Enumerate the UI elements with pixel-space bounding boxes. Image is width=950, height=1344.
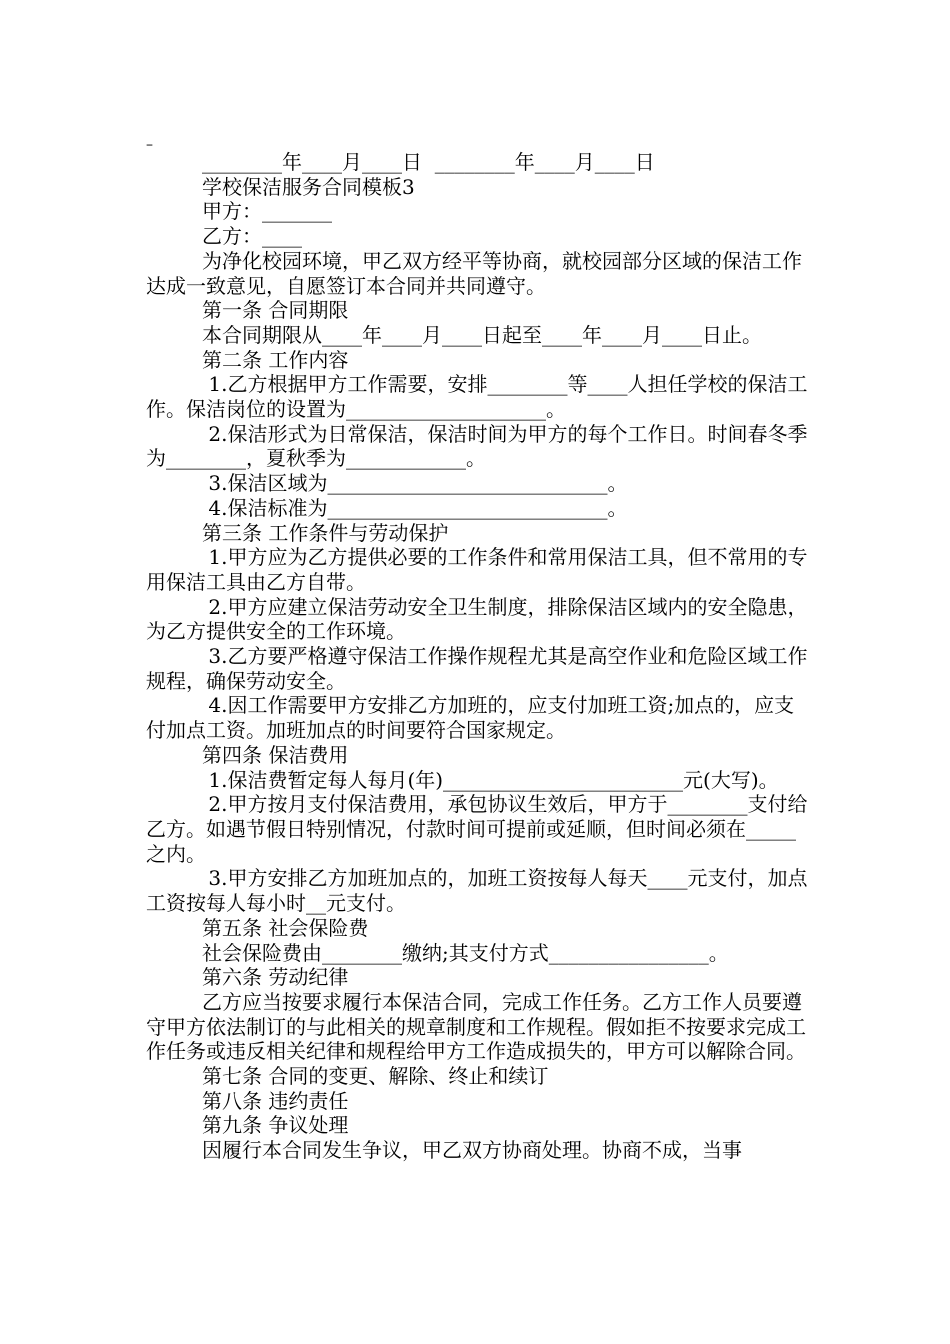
article-3-item-4: 4.因工作需要甲方安排乙方加班的，应支付加班工资;加点的，应支付加点工资。加班加点的时间要符合国家规定。 bbox=[146, 693, 795, 743]
article-3-item-1: 1.甲方应为乙方提供必要的工作条件和常用保洁工具，但不常用的专用保洁工具由乙方自带。 bbox=[146, 545, 808, 594]
article-4-item-2: 2.甲方按月支付保洁费用，承包协议生效后，甲方于________支付给乙方。如遇节假日特别情况，付款时间可提前或延顺，但时间必须在_____之内。 bbox=[146, 792, 808, 866]
article-2-item-3: 3.保洁区域为____________________________。 bbox=[202, 471, 628, 496]
article-6-heading: 第六条 劳动纪律 bbox=[202, 965, 349, 990]
article-6-text: 乙方应当按要求履行本保洁合同，完成工作任务。乙方工作人员要遵守甲方依法制订的与此相关的规章制度和工作规程。假如拒不按要求完成工作任务或违反相关纪律和规程给甲方工作造成损失的，甲方可以解除合同。 bbox=[146, 989, 806, 1064]
article-3-item-2: 2.甲方应建立保洁劳动安全卫生制度，排除保洁区域内的安全隐患，为乙方提供安全的工作环境。 bbox=[146, 594, 808, 644]
date-line: ________年____月____日 ________年____月____日 bbox=[202, 150, 655, 174]
article-9-heading: 第九条 争议处理 bbox=[202, 1113, 349, 1138]
document-title: 学校保洁服务合同模板3 bbox=[202, 174, 415, 199]
article-1-heading: 第一条 合同期限 bbox=[202, 298, 349, 323]
article-3-item-3: 3.乙方要严格遵守保洁工作操作规程尤其是高空作业和危险区域工作规程，确保劳动安全。 bbox=[146, 644, 808, 693]
article-4-item-3: 3.甲方安排乙方加班加点的，加班工资按每人每天____元支付，加点工资按每人每小时__元支付。 bbox=[146, 866, 808, 916]
article-2-heading: 第二条 工作内容 bbox=[202, 347, 349, 372]
article-5-text: 社会保险费由________缴纳;其支付方式________________。 bbox=[202, 940, 729, 965]
party-b-line: 乙方：____ bbox=[202, 224, 302, 249]
party-a-line: 甲方：_______ bbox=[202, 199, 332, 224]
article-3-heading: 第三条 工作条件与劳动保护 bbox=[202, 520, 449, 545]
article-7-heading: 第七条 合同的变更、解除、终止和续订 bbox=[202, 1064, 549, 1089]
article-2-item-2: 2.保洁形式为日常保洁，保洁时间为甲方的每个工作日。时间春冬季为________，夏秋季为____________。 bbox=[146, 421, 808, 471]
article-4-heading: 第四条 保洁费用 bbox=[202, 742, 349, 767]
article-9-text: 因履行本合同发生争议，甲乙双方协商处理。协商不成，当事 bbox=[202, 1138, 742, 1163]
article-4-item-1: 1.保洁费暂定每人每月(年)________________________元(大写)。 bbox=[202, 767, 779, 792]
article-2-item-1: 1.乙方根据甲方工作需要，安排________等____人担任学校的保洁工作。保洁岗位的设置为____________________。 bbox=[146, 372, 808, 422]
article-5-heading: 第五条 社会保险费 bbox=[202, 915, 369, 940]
article-2-item-4: 4.保洁标准为____________________________。 bbox=[202, 495, 628, 520]
page-mark: – bbox=[146, 137, 153, 153]
preamble-paragraph: 为净化校园环境，甲乙双方经平等协商，就校园部分区域的保洁工作达成一致意见，自愿签订本合同并共同遵守。 bbox=[146, 248, 802, 298]
article-1-text: 本合同期限从____年____月____日起至____年____月____日止。 bbox=[202, 322, 762, 347]
document-body bbox=[146, 150, 814, 1163]
article-8-heading: 第八条 违约责任 bbox=[202, 1088, 349, 1113]
